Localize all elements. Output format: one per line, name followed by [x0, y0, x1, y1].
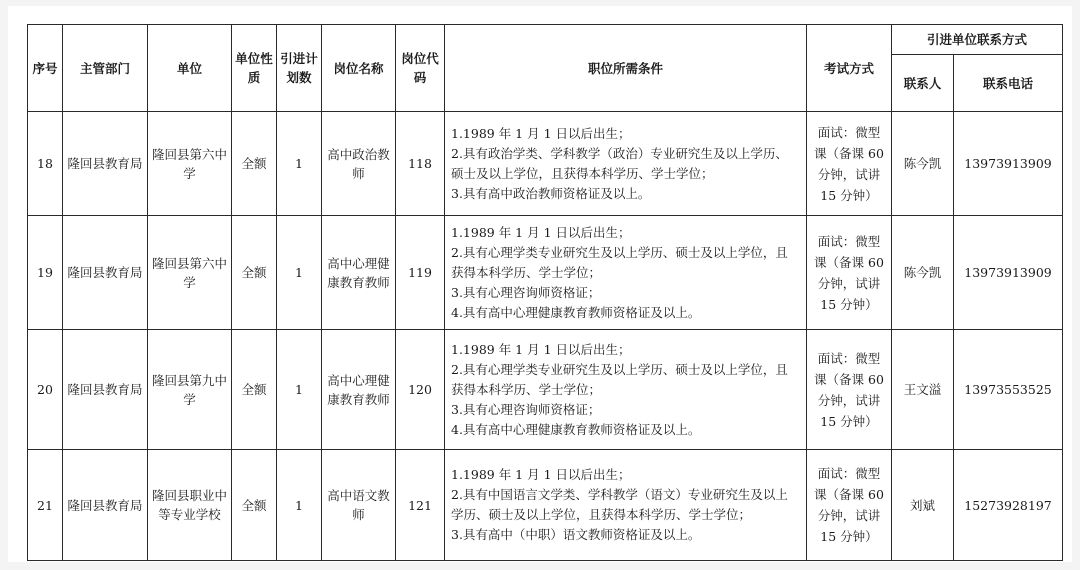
- condition-line: 3.具有心理咨询师资格证；: [451, 401, 601, 417]
- table-header: [28, 25, 1063, 112]
- cell-contact: 王文溢: [892, 330, 954, 450]
- header-dept: 主管部门: [63, 25, 148, 112]
- header-phone: 联系电话: [954, 55, 1063, 112]
- condition-line: 1.1989 年 1 月 1 日以后出生；: [451, 341, 631, 357]
- condition-line: 1.1989 年 1 月 1 日以后出生；: [451, 467, 631, 482]
- header-code: 岗位代码: [396, 25, 445, 112]
- header-position: 岗位名称: [322, 25, 396, 112]
- cell-dept: 隆回县教育局: [63, 450, 148, 561]
- cell-position: 高中心理健康教育教师: [322, 330, 396, 450]
- cell-phone: 13973913909: [954, 112, 1063, 216]
- header-seq: 序号: [28, 25, 63, 112]
- table-body: [28, 112, 1063, 561]
- cell-unit: 隆回县职业中等专业学校: [148, 450, 232, 561]
- cell-position: 高中心理健康教育教师: [322, 216, 396, 330]
- cell-exam: 面试：微型课（备课 60 分钟，试讲 15 分钟）: [807, 112, 892, 216]
- header-contact: 联系人: [892, 55, 954, 112]
- cell-code: 121: [396, 450, 445, 561]
- cell-seq: 19: [28, 216, 63, 330]
- cell-unit: 隆回县第九中学: [148, 330, 232, 450]
- condition-line: 2.具有心理学类专业研究生及以上学历、硕士及以上学位，且获得本科学历、学士学位；: [451, 244, 788, 280]
- cell-plan: 1: [277, 450, 322, 561]
- header-nature: 单位性质: [232, 25, 277, 112]
- cell-unit: 隆回县第六中学: [148, 216, 232, 330]
- cell-dept: 隆回县教育局: [63, 112, 148, 216]
- cell-code: 120: [396, 330, 445, 450]
- header-contact-group: 引进单位联系方式: [892, 25, 1063, 55]
- document-frame: [8, 6, 1072, 562]
- cell-seq: 20: [28, 330, 63, 450]
- cell-dept: 隆回县教育局: [63, 216, 148, 330]
- condition-line: 3.具有高中（中职）语文教师资格证及以上。: [451, 527, 701, 542]
- header-unit: 单位: [148, 25, 232, 112]
- cell-conditions: [445, 330, 807, 450]
- cell-conditions: [445, 112, 807, 216]
- condition-line: 2.具有中国语言文学类、学科教学（语文）专业研究生及以上学历、硕士及以上学位，且获得本科学历、学士学位；: [451, 487, 788, 522]
- header-exam: 考试方式: [807, 25, 892, 112]
- cell-nature: 全额: [232, 330, 277, 450]
- cell-nature: 全额: [232, 216, 277, 330]
- table-row: [28, 112, 1063, 216]
- cell-phone: 13973553525: [954, 330, 1063, 450]
- recruitment-table: [27, 24, 1063, 561]
- header-plan: 引进计划数: [277, 25, 322, 112]
- cell-plan: 1: [277, 216, 322, 330]
- cell-nature: 全额: [232, 112, 277, 216]
- cell-exam: 面试：微型课（备课 60 分钟，试讲 15 分钟）: [807, 450, 892, 561]
- cell-position: 高中语文教师: [322, 450, 396, 561]
- cell-nature: 全额: [232, 450, 277, 561]
- condition-line: 1.1989 年 1 月 1 日以后出生；: [451, 224, 631, 240]
- cell-exam: 面试：微型课（备课 60 分钟，试讲 15 分钟）: [807, 330, 892, 450]
- cell-dept: 隆回县教育局: [63, 330, 148, 450]
- cell-seq: 21: [28, 450, 63, 561]
- cell-plan: 1: [277, 330, 322, 450]
- condition-line: 4.具有高中心理健康教育教师资格证及以上。: [451, 304, 701, 320]
- cell-unit: 隆回县第六中学: [148, 112, 232, 216]
- condition-line: 1.1989 年 1 月 1 日以后出生；: [451, 125, 631, 141]
- cell-phone: 15273928197: [954, 450, 1063, 561]
- cell-conditions: [445, 450, 807, 561]
- cell-contact: 刘斌: [892, 450, 954, 561]
- table-row: [28, 330, 1063, 450]
- condition-line: 3.具有心理咨询师资格证；: [451, 284, 601, 300]
- table-row: [28, 216, 1063, 330]
- cell-position: 高中政治教师: [322, 112, 396, 216]
- condition-line: 3.具有高中政治教师资格证及以上。: [451, 185, 651, 201]
- cell-plan: 1: [277, 112, 322, 216]
- cell-code: 119: [396, 216, 445, 330]
- cell-seq: 18: [28, 112, 63, 216]
- cell-phone: 13973913909: [954, 216, 1063, 330]
- header-conditions: 职位所需条件: [445, 25, 807, 112]
- cell-code: 118: [396, 112, 445, 216]
- cell-conditions: [445, 216, 807, 330]
- condition-line: 4.具有高中心理健康教育教师资格证及以上。: [451, 421, 701, 437]
- table-row: [28, 450, 1063, 561]
- condition-line: 2.具有心理学类专业研究生及以上学历、硕士及以上学位，且获得本科学历、学士学位；: [451, 361, 788, 397]
- cell-contact: 陈今凯: [892, 112, 954, 216]
- cell-exam: 面试：微型课（备课 60 分钟，试讲 15 分钟）: [807, 216, 892, 330]
- cell-contact: 陈今凯: [892, 216, 954, 330]
- condition-line: 2.具有政治学类、学科教学（政治）专业研究生及以上学历、硕士及以上学位，且获得本科学历、学士学位；: [451, 145, 788, 181]
